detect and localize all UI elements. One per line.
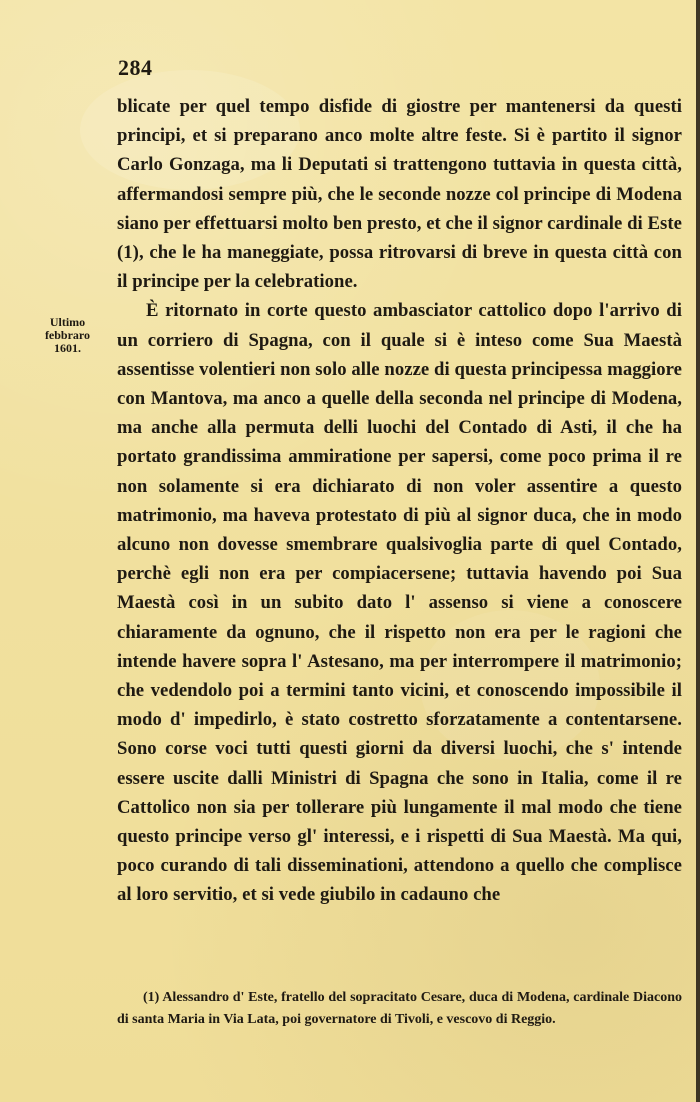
paragraph-1: blicate per quel tempo disfide di giostre per mantenersi da questi principi, et si preparano anco molte altre feste. Si è partito il signor Carlo Gonzaga, ma li Deputati si trattengono tuttavia in questa città, affermandosi sempre più, che le seconde nozze col principe di Modena siano per effettuarsi molto ben presto, et che il signor cardinale di Este (1), che le ha maneggiate, possa ritrovarsi di breve in questa città con il principe per la celebratione. [117, 96, 682, 293]
page-number: 284 [118, 55, 153, 80]
margin-note-line-3: 1601. [54, 341, 81, 355]
margin-note-line-1: Ultimo [49, 315, 86, 329]
margin-note-line-2: febbraro [44, 328, 91, 342]
main-text [117, 92, 682, 910]
margin-note [35, 316, 100, 355]
page-edge-shadow [696, 0, 700, 1102]
footnote-text: (1) Alessandro d' Este, fratello del sopracitato Cesare, duca di Modena, cardinale Diacono di santa Maria in Via Lata, poi governatore di Tivoli, e vescovo di Reggio. [117, 990, 682, 1027]
paragraph-2: È ritornato in corte questo ambasciator cattolico dopo l'arrivo di un corriero di Spagna, con il quale si è inteso come Sua Maestà assentisse volentieri non solo alle nozze di questa principessa maggiore con Mantova, ma anco a quelle della seconda nel principe di Modena, ma anche alla permuta delli luochi del Contado di Asti, il che ha portato grandissima ammiratione per sapersi, come poco prima il re non solamente si era dichiarato di non voler assentire a questo matrimonio, ma haveva protestato di più al signor duca, che in modo alcuno non dovesse smembrare qualsivoglia parte di quel Contado, perchè egli non era per compiacersene; tuttavia havendo poi Sua Maestà così in un subito dato l' assenso si viene a conoscere chiaramente da ognuno, che il rispetto non era per le ragioni che intende havere sopra l' Astesano, ma per interrompere il matrimonio; che vedendolo poi a termini tanto vicini, et conoscendo impossibile il modo d' impedirlo, è stato costretto sforzatamente a contentarsene. Sono corse voci tutti questi giorni da diversi luochi, che s' intende essere uscite dalli Ministri di Spagna che sono in Italia, come il re Cattolico non sia per tollerare più lungamente il mal modo che tiene questo principe verso gl' interessi, e i rispetti di Sua Maestà. Ma qui, poco curando di tali disseminationi, attendono a quello che complisce al loro servitio, et si vede giubilo in cadauno che [117, 300, 682, 906]
footnote [117, 987, 682, 1031]
